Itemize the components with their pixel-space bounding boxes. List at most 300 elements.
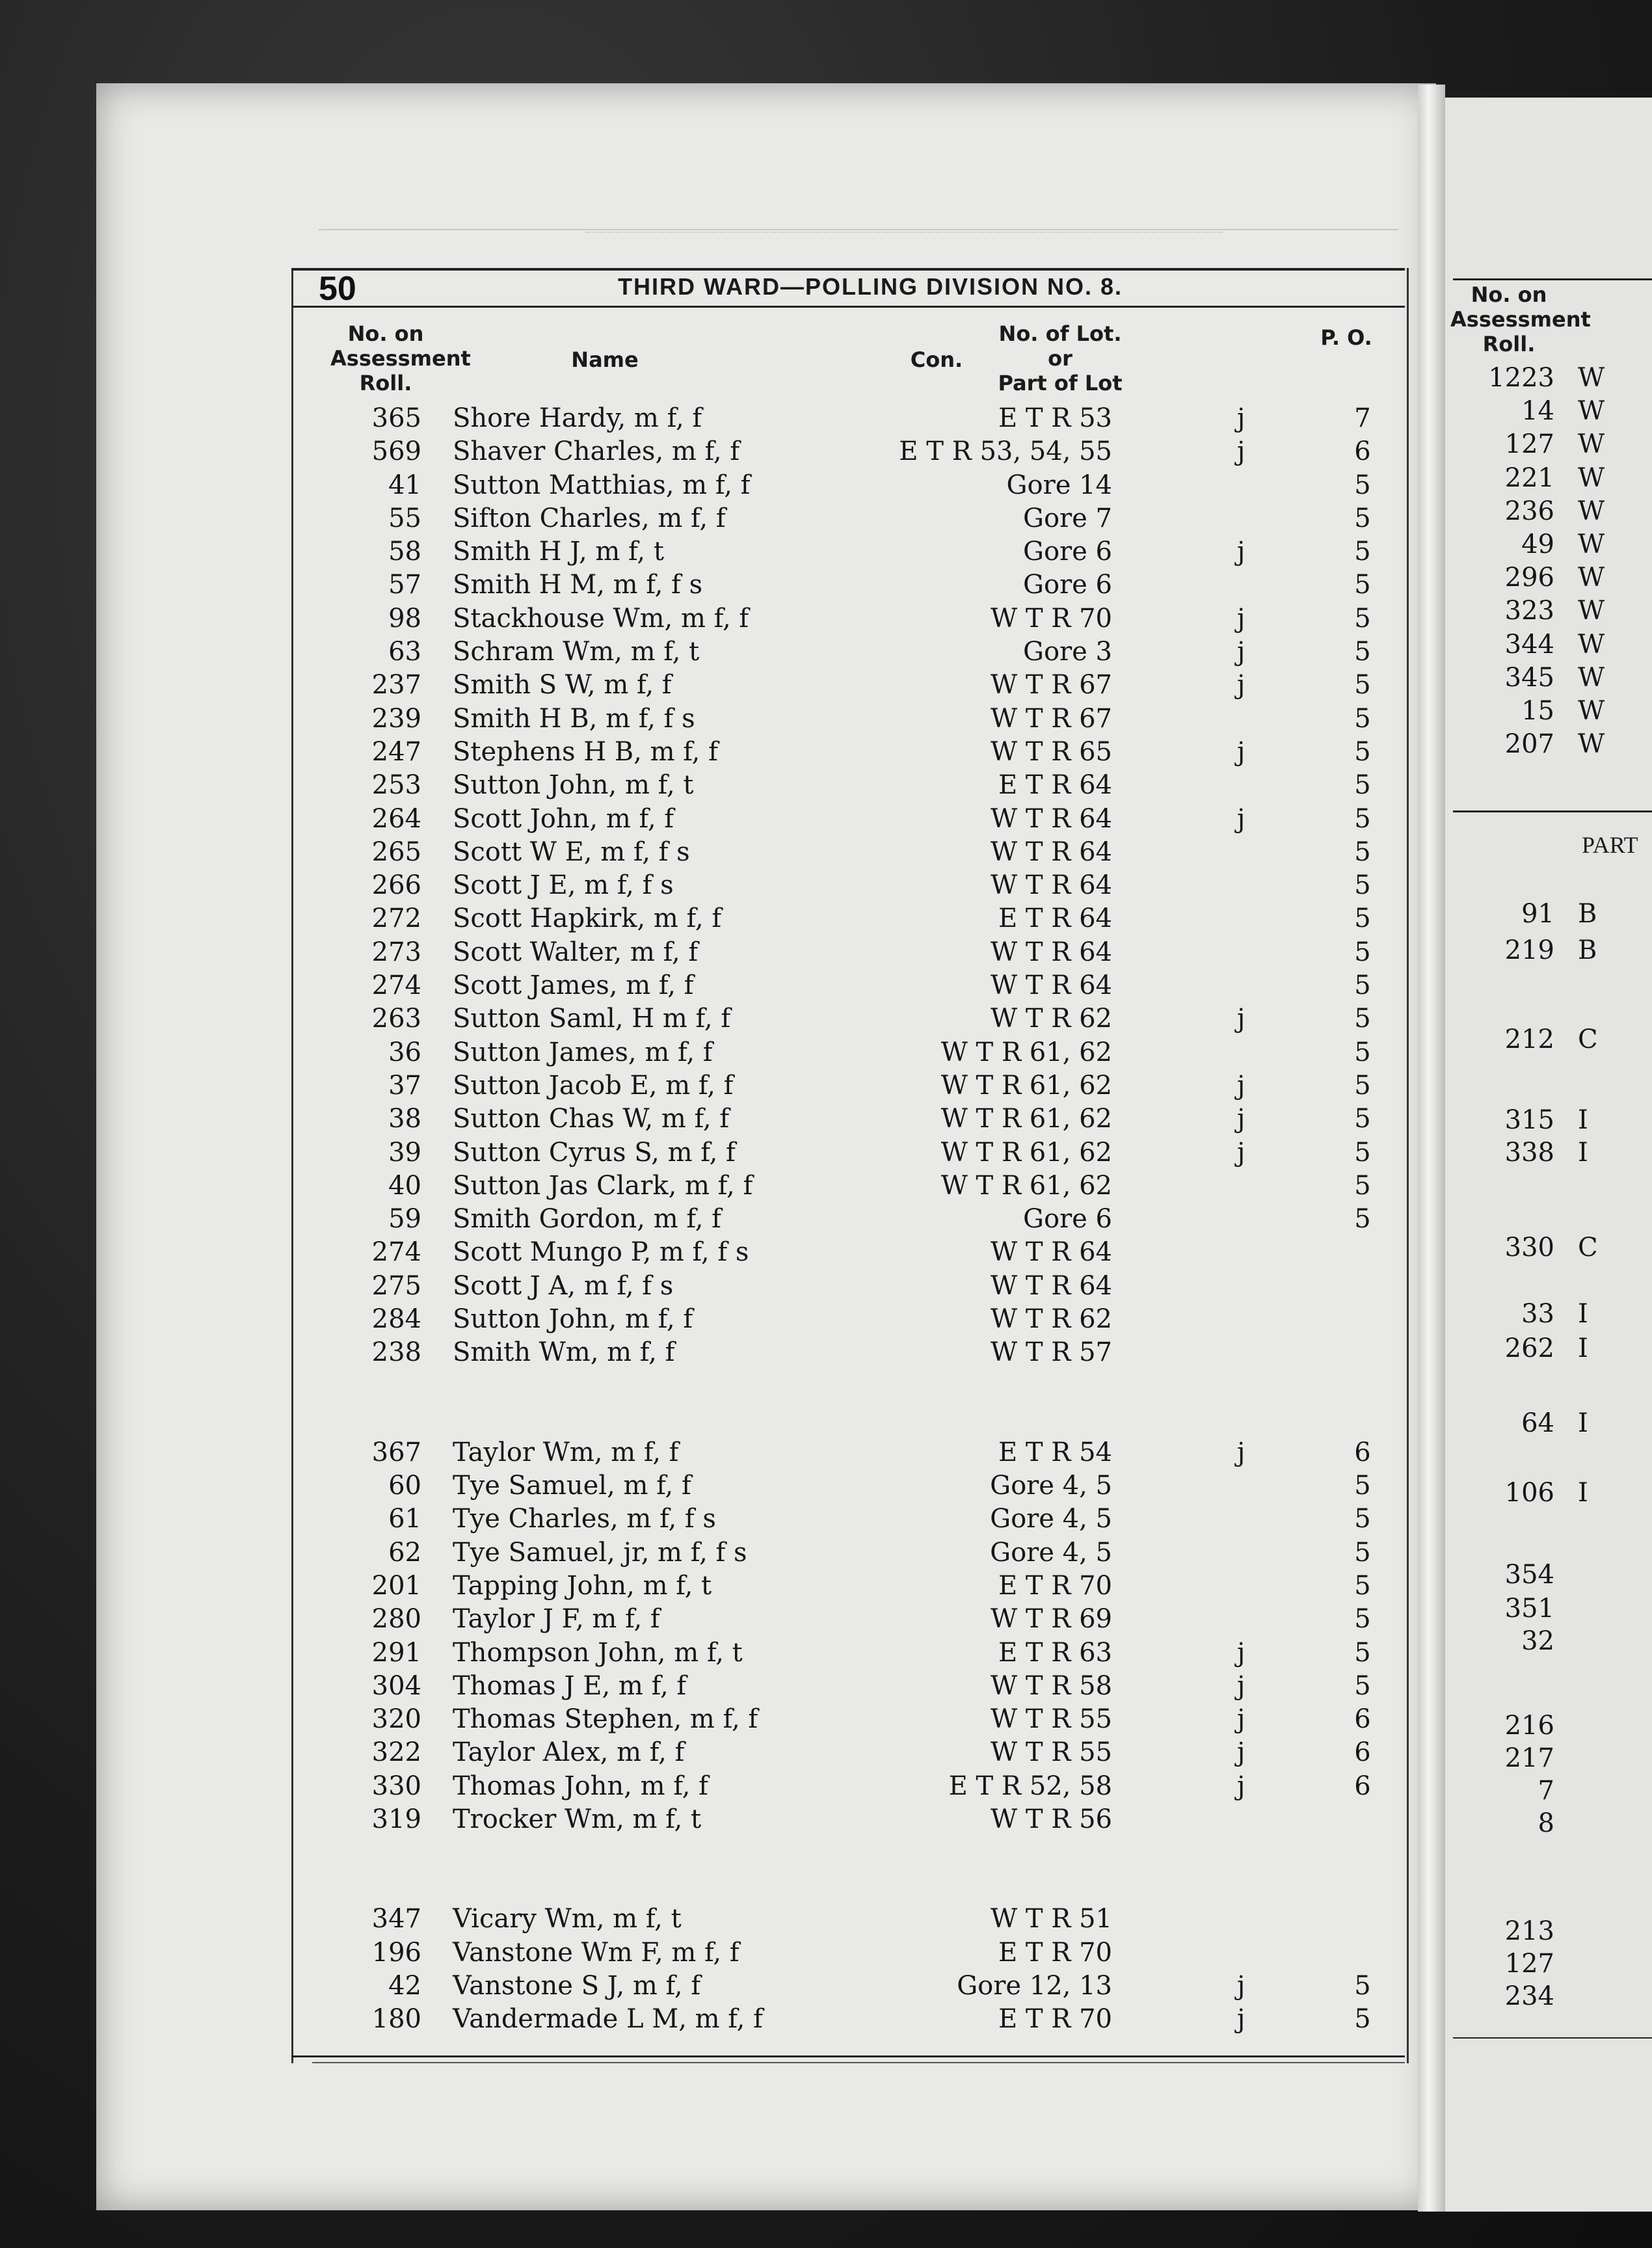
facing-name-initial: W: [1578, 363, 1605, 393]
roll-number: 39: [388, 1138, 421, 1168]
roll-number: 196: [371, 1938, 421, 1968]
voter-name: Vandermade L M, m f, f: [453, 2004, 763, 2034]
concession-lot: Gore 12, 13: [957, 1971, 1112, 2001]
juror-mark: j: [1237, 670, 1246, 700]
juror-mark: j: [1237, 804, 1246, 834]
facing-page-row: [1450, 1592, 1652, 1625]
table-row: [0, 1103, 1652, 1135]
roll-number: 60: [388, 1471, 421, 1501]
post-office: 5: [1354, 1571, 1371, 1601]
roll-number: 263: [371, 1004, 421, 1034]
facing-roll-number: 127: [1504, 1949, 1554, 1979]
concession-lot: Gore 6: [1023, 570, 1112, 600]
concession-lot: Gore 4, 5: [990, 1538, 1112, 1568]
table-row: [0, 1603, 1652, 1635]
concession-lot: W T R 64: [991, 1271, 1112, 1301]
roll-number: 272: [371, 903, 421, 933]
concession-lot: W T R 55: [991, 1737, 1112, 1767]
juror-mark: j: [1237, 1638, 1246, 1668]
bleed-through-rule: [319, 229, 1398, 230]
post-office: 5: [1354, 903, 1371, 933]
roll-number: 291: [371, 1638, 421, 1668]
table-row: [0, 502, 1652, 535]
table-row: [0, 1503, 1652, 1535]
concession-lot: W T R 64: [991, 1237, 1112, 1267]
roll-number: 275: [371, 1271, 421, 1301]
roll-number: 62: [388, 1538, 421, 1568]
roll-number: 273: [371, 937, 421, 967]
facing-name-initial: W: [1578, 563, 1605, 593]
voter-name: Sutton Saml, H m f, f: [453, 1004, 731, 1034]
table-row: [0, 1069, 1652, 1102]
facing-roll-number: 315: [1504, 1105, 1554, 1135]
facing-page-row: [1450, 362, 1652, 394]
table-row: [0, 769, 1652, 801]
voter-name: Scott Walter, m f, f: [453, 937, 699, 967]
post-office: 5: [1354, 1071, 1371, 1101]
post-office: 5: [1354, 670, 1371, 700]
facing-header-line: No. on: [1471, 282, 1547, 307]
facing-page-row: [1450, 1136, 1652, 1169]
facing-name-initial: W: [1578, 596, 1605, 626]
voter-name: Sutton Jacob E, m f, f: [453, 1071, 734, 1101]
facing-page-row: [1450, 495, 1652, 528]
voter-name: Sutton Chas W, m f, f: [453, 1104, 730, 1134]
table-row: [0, 969, 1652, 1002]
facing-header-line: Assessment: [1450, 307, 1591, 332]
post-office: 5: [1354, 537, 1371, 567]
table-row: [0, 1536, 1652, 1569]
table-row: [0, 702, 1652, 735]
concession-lot: W T R 61, 62: [940, 1171, 1112, 1201]
lot-header-line: Part of Lot: [998, 371, 1123, 395]
facing-roll-number: 207: [1504, 729, 1554, 759]
voter-name: Sutton John, m f, f: [453, 1304, 693, 1334]
facing-page-row: [1450, 1625, 1652, 1657]
facing-page-row: [1450, 528, 1652, 561]
concession-lot: E T R 64: [998, 770, 1112, 800]
facing-page-mid-rule: [1453, 810, 1652, 812]
facing-roll-number: 217: [1504, 1743, 1554, 1773]
roll-number: 42: [388, 1971, 421, 2001]
concession-lot: W T R 69: [991, 1604, 1112, 1634]
facing-name-initial: B: [1578, 935, 1597, 965]
table-row: [0, 535, 1652, 568]
header-rule-lower: [291, 306, 1405, 308]
concession-lot: W T R 51: [991, 1904, 1112, 1934]
roll-number: 57: [388, 570, 421, 600]
roll-number: 58: [388, 537, 421, 567]
table-row: [0, 669, 1652, 701]
roll-number: 201: [371, 1571, 421, 1601]
facing-page-row: [1450, 934, 1652, 967]
facing-header-line: Roll.: [1482, 332, 1536, 356]
juror-mark: j: [1237, 737, 1246, 767]
roll-number: 347: [371, 1904, 421, 1934]
voter-name: Smith H B, m f, f s: [453, 704, 695, 734]
voter-name: Sutton John, m f, t: [453, 770, 694, 800]
facing-page-bottom-rule: [1453, 2037, 1652, 2039]
roll-number: 569: [371, 436, 421, 466]
juror-mark: j: [1237, 436, 1246, 466]
juror-mark: j: [1237, 1004, 1246, 1034]
voter-name: Shaver Charles, m f, f: [453, 436, 740, 466]
facing-name-initial: I: [1578, 1138, 1588, 1168]
roll-number: 238: [371, 1337, 421, 1367]
facing-name-initial: W: [1578, 463, 1605, 493]
juror-mark: j: [1237, 604, 1246, 634]
roll-number: 274: [371, 1237, 421, 1267]
roll-number: 40: [388, 1171, 421, 1201]
concession-lot: Gore 14: [1006, 470, 1112, 500]
roll-number: 41: [388, 470, 421, 500]
post-office: 5: [1354, 1971, 1371, 2001]
juror-mark: j: [1237, 2004, 1246, 2034]
concession-lot: E T R 70: [998, 1571, 1112, 1601]
table-row: [0, 1903, 1652, 1935]
facing-name-initial: I: [1578, 1105, 1588, 1135]
voter-name: Scott Mungo P, m f, f s: [453, 1237, 749, 1267]
table-row: [0, 569, 1652, 601]
facing-name-initial: W: [1578, 396, 1605, 426]
roll-number: 55: [388, 503, 421, 533]
roll-number: 330: [371, 1771, 421, 1801]
facing-page-part-heading: PART: [1582, 832, 1638, 858]
voter-name: Trocker Wm, m f, t: [453, 1804, 702, 1834]
voter-name: Vicary Wm, m f, t: [453, 1904, 682, 1934]
facing-roll-number: 338: [1504, 1138, 1554, 1168]
roll-number: 304: [371, 1671, 421, 1701]
table-row: [0, 1803, 1652, 1836]
table-row: [0, 836, 1652, 868]
table-row: [0, 1770, 1652, 1802]
concession-lot: W T R 56: [991, 1804, 1112, 1834]
roll-header-line: Roll.: [359, 371, 412, 395]
table-row: [0, 1637, 1652, 1669]
table-row: [0, 1236, 1652, 1268]
voter-name: Sutton Jas Clark, m f, f: [453, 1171, 753, 1201]
lot-header-line: or: [1048, 346, 1072, 371]
table-row: [0, 1270, 1652, 1302]
facing-page-rule: [1453, 278, 1652, 280]
voter-name: Scott James, m f, f: [453, 970, 694, 1000]
facing-page-column-header: [1450, 282, 1591, 356]
concession-lot: E T R 52, 58: [948, 1771, 1112, 1801]
voter-name: Sutton Matthias, m f, f: [453, 470, 751, 500]
juror-mark: j: [1237, 637, 1246, 667]
voter-name: Scott Hapkirk, m f, f: [453, 903, 722, 933]
table-row: [0, 869, 1652, 902]
facing-page-row: [1450, 1742, 1652, 1774]
concession-lot: E T R 64: [998, 903, 1112, 933]
post-office: 6: [1354, 1737, 1371, 1767]
table-row: [0, 1336, 1652, 1369]
post-office: 5: [1354, 1504, 1371, 1534]
post-office: 5: [1354, 470, 1371, 500]
post-office: 6: [1354, 1438, 1371, 1467]
po-column-header: P. O.: [1320, 325, 1372, 350]
post-office: 6: [1354, 1704, 1371, 1734]
roll-number: 239: [371, 704, 421, 734]
facing-name-initial: I: [1578, 1299, 1588, 1329]
facing-roll-number: 344: [1504, 630, 1554, 660]
con-column-header: Con.: [910, 347, 963, 372]
juror-mark: j: [1237, 1737, 1246, 1767]
facing-roll-number: 234: [1504, 1981, 1554, 2011]
juror-mark: j: [1237, 1138, 1246, 1168]
post-office: 5: [1354, 1604, 1371, 1634]
post-office: 5: [1354, 970, 1371, 1000]
roll-number: 98: [388, 604, 421, 634]
post-office: 5: [1354, 1138, 1371, 1168]
voter-name: Sutton James, m f, f: [453, 1037, 713, 1067]
post-office: 5: [1354, 637, 1371, 667]
roll-number: 266: [371, 870, 421, 900]
facing-roll-number: 15: [1521, 696, 1554, 726]
facing-roll-number: 212: [1504, 1024, 1554, 1054]
facing-page-row: [1450, 1407, 1652, 1439]
post-office: 6: [1354, 436, 1371, 466]
voter-name: Tye Charles, m f, f s: [453, 1504, 716, 1534]
voter-name: Sutton Cyrus S, m f, f: [453, 1138, 736, 1168]
concession-lot: Gore 7: [1023, 503, 1112, 533]
voter-name: Smith H J, m f, t: [453, 537, 664, 567]
voter-name: Smith S W, m f, f: [453, 670, 672, 700]
voter-name: Sifton Charles, m f, f: [453, 503, 726, 533]
facing-page-row: [1450, 1774, 1652, 1807]
roll-number: 367: [371, 1438, 421, 1467]
roll-header-line: Assessment: [330, 346, 471, 371]
post-office: 5: [1354, 704, 1371, 734]
post-office: 5: [1354, 2004, 1371, 2034]
table-row: [0, 1703, 1652, 1735]
table-row: [0, 803, 1652, 835]
post-office: 5: [1354, 1037, 1371, 1067]
table-row: [0, 1136, 1652, 1169]
post-office: 5: [1354, 1671, 1371, 1701]
voter-name: Shore Hardy, m f, f: [453, 403, 702, 433]
facing-name-initial: I: [1578, 1408, 1588, 1438]
facing-roll-number: 354: [1504, 1560, 1554, 1590]
juror-mark: j: [1237, 1104, 1246, 1134]
roll-number: 284: [371, 1304, 421, 1334]
facing-roll-number: 1223: [1488, 363, 1554, 393]
voter-name: Scott W E, m f, f s: [453, 837, 690, 867]
post-office: 5: [1354, 770, 1371, 800]
concession-lot: E T R 53: [998, 403, 1112, 433]
post-office: 5: [1354, 804, 1371, 834]
post-office: 5: [1354, 1171, 1371, 1201]
facing-roll-number: 7: [1538, 1776, 1554, 1806]
voter-name: Smith Wm, m f, f: [453, 1337, 675, 1367]
post-office: 5: [1354, 604, 1371, 634]
concession-lot: W T R 58: [991, 1671, 1112, 1701]
post-office: 5: [1354, 1204, 1371, 1234]
juror-mark: j: [1237, 403, 1246, 433]
roll-number: 59: [388, 1204, 421, 1234]
concession-lot: Gore 6: [1023, 1204, 1112, 1234]
juror-mark: j: [1237, 1771, 1246, 1801]
facing-page-row: [1450, 1104, 1652, 1136]
voter-name: Vanstone S J, m f, f: [453, 1971, 701, 2001]
concession-lot: Gore 6: [1023, 537, 1112, 567]
facing-page-row: [1450, 1231, 1652, 1264]
roll-number: 237: [371, 670, 421, 700]
voter-name: Stephens H B, m f, f: [453, 737, 718, 767]
facing-page-row: [1450, 662, 1652, 694]
table-row: [0, 1203, 1652, 1235]
facing-roll-number: 219: [1504, 935, 1554, 965]
roll-number: 319: [371, 1804, 421, 1834]
facing-roll-number: 221: [1504, 463, 1554, 493]
table-row: [0, 1570, 1652, 1602]
table-row: [0, 1670, 1652, 1702]
bleed-through-header: [585, 232, 1223, 252]
facing-page-row: [1450, 395, 1652, 427]
footer-rule-lower: [312, 2062, 1405, 2063]
post-office: 5: [1354, 1638, 1371, 1668]
facing-name-initial: W: [1578, 529, 1605, 559]
roll-number: 253: [371, 770, 421, 800]
post-office: 5: [1354, 570, 1371, 600]
facing-name-initial: W: [1578, 663, 1605, 693]
juror-mark: j: [1237, 1071, 1246, 1101]
facing-name-initial: W: [1578, 496, 1605, 526]
roll-number: 180: [371, 2004, 421, 2034]
running-head: THIRD WARD—POLLING DIVISION NO. 8.: [618, 273, 1123, 300]
post-office: 5: [1354, 937, 1371, 967]
table-row: [0, 902, 1652, 935]
concession-lot: E T R 63: [998, 1638, 1112, 1668]
roll-number: 322: [371, 1737, 421, 1767]
facing-roll-number: 351: [1504, 1594, 1554, 1624]
voter-name: Thompson John, m f, t: [453, 1638, 743, 1668]
concession-lot: W T R 62: [991, 1304, 1112, 1334]
roll-number: 61: [388, 1504, 421, 1534]
voter-name: Tye Samuel, m f, f: [453, 1471, 691, 1501]
roll-number: 274: [371, 970, 421, 1000]
juror-mark: j: [1237, 1971, 1246, 2001]
post-office: 6: [1354, 1771, 1371, 1801]
table-row: [0, 1736, 1652, 1769]
facing-page-row: [1450, 561, 1652, 594]
concession-lot: W T R 61, 62: [940, 1037, 1112, 1067]
facing-page-row: [1450, 462, 1652, 494]
roll-number: 247: [371, 737, 421, 767]
roll-number: 280: [371, 1604, 421, 1634]
facing-roll-number: 64: [1521, 1408, 1554, 1438]
facing-roll-number: 8: [1538, 1808, 1554, 1838]
table-row: [0, 1970, 1652, 2002]
post-office: 5: [1354, 1538, 1371, 1568]
concession-lot: W T R 64: [991, 870, 1112, 900]
facing-page-table: [1450, 278, 1652, 2223]
table-row: [0, 1036, 1652, 1069]
concession-lot: W T R 61, 62: [940, 1071, 1112, 1101]
concession-lot: W T R 64: [991, 937, 1112, 967]
concession-lot: E T R 70: [998, 1938, 1112, 1968]
facing-name-initial: C: [1578, 1024, 1598, 1054]
concession-lot: W T R 65: [991, 737, 1112, 767]
header-rule: [291, 268, 1405, 271]
table-row: [0, 1436, 1652, 1469]
facing-page-row: [1450, 1807, 1652, 1840]
concession-lot: W T R 62: [991, 1004, 1112, 1034]
table-row: [0, 1170, 1652, 1202]
facing-page-row: [1450, 1947, 1652, 1980]
voter-name: Scott J A, m f, f s: [453, 1271, 674, 1301]
concession-lot: W T R 57: [991, 1337, 1112, 1367]
table-row: [0, 936, 1652, 969]
facing-page-row: [1450, 1559, 1652, 1591]
roll-number: 365: [371, 403, 421, 433]
juror-mark: j: [1237, 537, 1246, 567]
facing-page-row: [1450, 1980, 1652, 2013]
facing-page-row: [1450, 595, 1652, 627]
facing-roll-number: 91: [1521, 899, 1554, 929]
facing-roll-number: 262: [1504, 1333, 1554, 1363]
table-row: [0, 602, 1652, 635]
facing-page-row: [1450, 695, 1652, 727]
voter-name: Schram Wm, m f, t: [453, 637, 700, 667]
post-office: 5: [1354, 870, 1371, 900]
facing-name-initial: W: [1578, 696, 1605, 726]
name-column-header: Name: [571, 347, 639, 372]
facing-page-row: [1450, 428, 1652, 461]
concession-lot: W T R 67: [991, 704, 1112, 734]
voter-name: Thomas Stephen, m f, f: [453, 1704, 758, 1734]
facing-name-initial: W: [1578, 429, 1605, 459]
juror-mark: j: [1237, 1671, 1246, 1701]
voter-name: Taylor Wm, m f, f: [453, 1438, 679, 1467]
concession-lot: W T R 55: [991, 1704, 1112, 1734]
facing-name-initial: W: [1578, 630, 1605, 660]
facing-roll-number: 32: [1521, 1626, 1554, 1656]
facing-roll-number: 236: [1504, 496, 1554, 526]
roll-number: 265: [371, 837, 421, 867]
facing-page-row: [1450, 1023, 1652, 1056]
concession-lot: E T R 53, 54, 55: [899, 436, 1112, 466]
page-number: 50: [319, 270, 356, 308]
table-row: [0, 435, 1652, 468]
table-row: [0, 1469, 1652, 1502]
facing-roll-number: 33: [1521, 1299, 1554, 1329]
facing-name-initial: W: [1578, 729, 1605, 759]
table-row: [0, 1002, 1652, 1035]
voter-name: Thomas John, m f, f: [453, 1771, 708, 1801]
concession-lot: W T R 64: [991, 970, 1112, 1000]
voter-name: Tapping John, m f, t: [453, 1571, 712, 1601]
voter-name: Taylor Alex, m f, f: [453, 1737, 685, 1767]
facing-page-row: [1450, 628, 1652, 661]
concession-lot: W T R 61, 62: [940, 1138, 1112, 1168]
voter-name: Smith Gordon, m f, f: [453, 1204, 721, 1234]
post-office: 5: [1354, 1004, 1371, 1034]
concession-lot: W T R 67: [991, 670, 1112, 700]
facing-page-row: [1450, 1298, 1652, 1330]
voter-name: Taylor J F, m f, f: [453, 1604, 660, 1634]
roll-number: 63: [388, 637, 421, 667]
facing-roll-number: 14: [1521, 396, 1554, 426]
facing-roll-number: 296: [1504, 563, 1554, 593]
roll-number: 264: [371, 804, 421, 834]
facing-page-row: [1450, 1709, 1652, 1742]
voter-name: Stackhouse Wm, m f, f: [453, 604, 749, 634]
facing-page-row: [1450, 1477, 1652, 1509]
juror-mark: j: [1237, 1704, 1246, 1734]
concession-lot: Gore 3: [1023, 637, 1112, 667]
table-row: [0, 402, 1652, 435]
